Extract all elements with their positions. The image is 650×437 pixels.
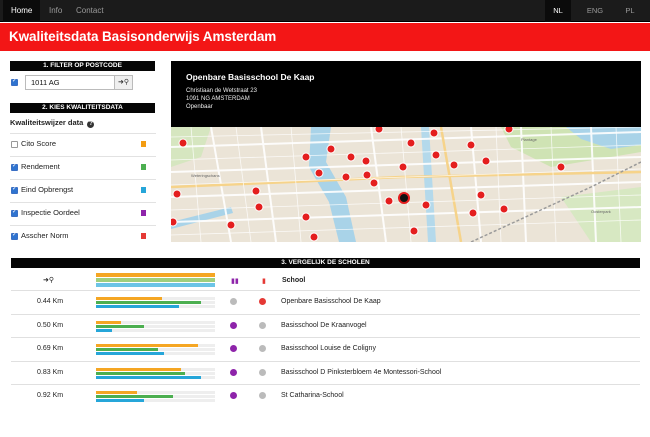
score-bar — [96, 376, 201, 379]
inspectie-dot-icon — [230, 392, 237, 399]
kwaliteit-item[interactable] — [10, 225, 156, 245]
arrow-pin-icon[interactable]: ➜⚲ — [43, 277, 54, 284]
score-bar — [96, 329, 112, 332]
lang-eng-button[interactable]: ENG — [586, 6, 604, 15]
kwaliteit-checkbox[interactable] — [11, 210, 18, 217]
asscher-dot-icon — [259, 322, 266, 329]
asscher-dot-icon — [259, 345, 266, 352]
score-bar — [96, 395, 173, 398]
score-bar-track — [96, 329, 215, 332]
nav-contact-link[interactable]: Contact — [76, 6, 104, 15]
nav-info-link[interactable]: Info — [49, 6, 63, 15]
school-name-cell[interactable]: Basisschool De Kraanvogel — [281, 321, 367, 329]
compare-header-bars[interactable] — [96, 272, 215, 289]
score-bar — [96, 301, 201, 304]
kwaliteit-label: Inspectie Oordeel — [21, 208, 80, 217]
score-bar — [96, 321, 121, 324]
kwaliteit-label: Eind Opbrengst — [21, 185, 74, 194]
distance-value: 0.83 Km — [37, 368, 64, 376]
kwaliteit-checkbox[interactable] — [11, 187, 18, 194]
kwaliteit-checkbox[interactable] — [11, 164, 18, 171]
distance-value: 0.92 Km — [37, 392, 64, 399]
svg-text:Plantage: Plantage — [521, 137, 537, 142]
top-navbar — [0, 0, 650, 22]
score-bars — [96, 318, 215, 335]
school-name: Openbare Basisschool De Kaap — [186, 72, 315, 82]
score-bars — [96, 365, 215, 382]
score-bar — [96, 352, 164, 355]
inspectie-flag-icon[interactable]: ▮▮ — [231, 278, 239, 285]
compare-row[interactable] — [11, 361, 640, 383]
score-bar — [96, 297, 162, 300]
compare-row[interactable] — [11, 337, 640, 359]
kwaliteit-item[interactable] — [10, 179, 156, 199]
lang-pl-button[interactable]: PL — [625, 6, 635, 15]
compare-row[interactable] — [11, 314, 640, 336]
postcode-search-button[interactable] — [115, 75, 133, 90]
help-icon[interactable]: ? — [89, 121, 93, 127]
svg-text:Weteringschans: Weteringschans — [191, 173, 220, 178]
score-bar — [96, 325, 144, 328]
filter-section-header: 1. FILTER OP POSTCODE — [10, 61, 155, 71]
color-swatch-icon — [141, 210, 146, 216]
arrow-pin-icon: ➜⚲ — [118, 79, 129, 86]
inspectie-dot-icon — [230, 298, 237, 305]
nav-home-link[interactable]: Home — [3, 0, 40, 22]
page-title: Kwaliteitsdata Basisonderwijs Amsterdam — [9, 29, 277, 44]
color-swatch-icon — [141, 141, 146, 147]
kwaliteit-label: Asscher Norm — [21, 231, 69, 240]
color-swatch-icon — [141, 164, 146, 170]
school-name-cell[interactable]: Openbare Basisschool De Kaap — [281, 298, 381, 305]
distance-value: 0.50 Km — [37, 321, 64, 329]
kwaliteit-item[interactable] — [10, 156, 156, 176]
postcode-filter — [10, 75, 155, 91]
asscher-dot-icon — [259, 392, 266, 399]
inspectie-dot-icon — [230, 345, 237, 352]
distance-value: 0.44 Km — [37, 298, 64, 305]
kwaliteit-item[interactable] — [10, 133, 156, 153]
color-swatch-icon — [141, 187, 146, 193]
score-bars — [96, 294, 215, 311]
asscher-flag-icon[interactable]: ▮ — [262, 278, 266, 285]
score-bar — [96, 348, 158, 351]
kwaliteit-checkbox[interactable] — [11, 233, 18, 240]
kwaliteit-section-header: 2. KIES KWALITEITSDATA — [10, 103, 155, 113]
school-name-cell[interactable]: St Catharina-School — [281, 392, 344, 399]
school-city: 1091 NG AMSTERDAM — [186, 96, 250, 102]
compare-row[interactable] — [11, 384, 640, 406]
school-name-cell[interactable]: Basisschool Louise de Coligny — [281, 345, 376, 352]
compare-row[interactable] — [11, 290, 640, 312]
score-bar — [96, 368, 181, 371]
score-bar — [96, 391, 137, 394]
score-bar — [96, 399, 144, 402]
score-bars — [96, 341, 215, 358]
school-address: Christiaan de Wetstraat 23 — [186, 88, 257, 94]
score-bar — [96, 372, 185, 375]
distance-value: 0.69 Km — [37, 345, 64, 352]
school-info-panel — [171, 61, 641, 127]
lang-nl-button[interactable]: NL — [545, 0, 571, 22]
kwaliteit-item[interactable] — [10, 202, 156, 222]
kwaliteit-subtitle-text: Kwaliteitswijzer data — [10, 118, 84, 127]
inspectie-dot-icon — [230, 369, 237, 376]
score-bars — [96, 388, 215, 405]
compare-section-header: 3. VERGELIJK DE SCHOLEN — [11, 258, 640, 268]
svg-text:Oosterpark: Oosterpark — [591, 209, 611, 214]
school-column-header[interactable]: School — [282, 277, 306, 284]
kwaliteit-subtitle — [10, 118, 94, 128]
title-bar — [0, 23, 650, 51]
color-swatch-icon — [141, 233, 146, 239]
school-name-cell[interactable]: Basisschool D Pinksterbloem 4e Montessori-School — [281, 368, 442, 376]
postcode-input[interactable]: 1011 AG — [25, 75, 115, 90]
asscher-dot-icon — [259, 298, 266, 305]
map[interactable] — [171, 127, 641, 242]
school-type: Openbaar — [186, 104, 213, 110]
score-bar — [96, 344, 198, 347]
kwaliteit-label: Rendement — [21, 162, 60, 171]
score-bar — [96, 305, 179, 308]
map-canvas[interactable] — [171, 127, 641, 242]
compare-table-header — [11, 272, 640, 290]
postcode-filter-checkbox[interactable] — [11, 79, 18, 86]
inspectie-dot-icon — [230, 322, 237, 329]
kwaliteit-label: Cito Score — [21, 139, 57, 148]
kwaliteit-checkbox[interactable] — [11, 141, 18, 148]
asscher-dot-icon — [259, 369, 266, 376]
